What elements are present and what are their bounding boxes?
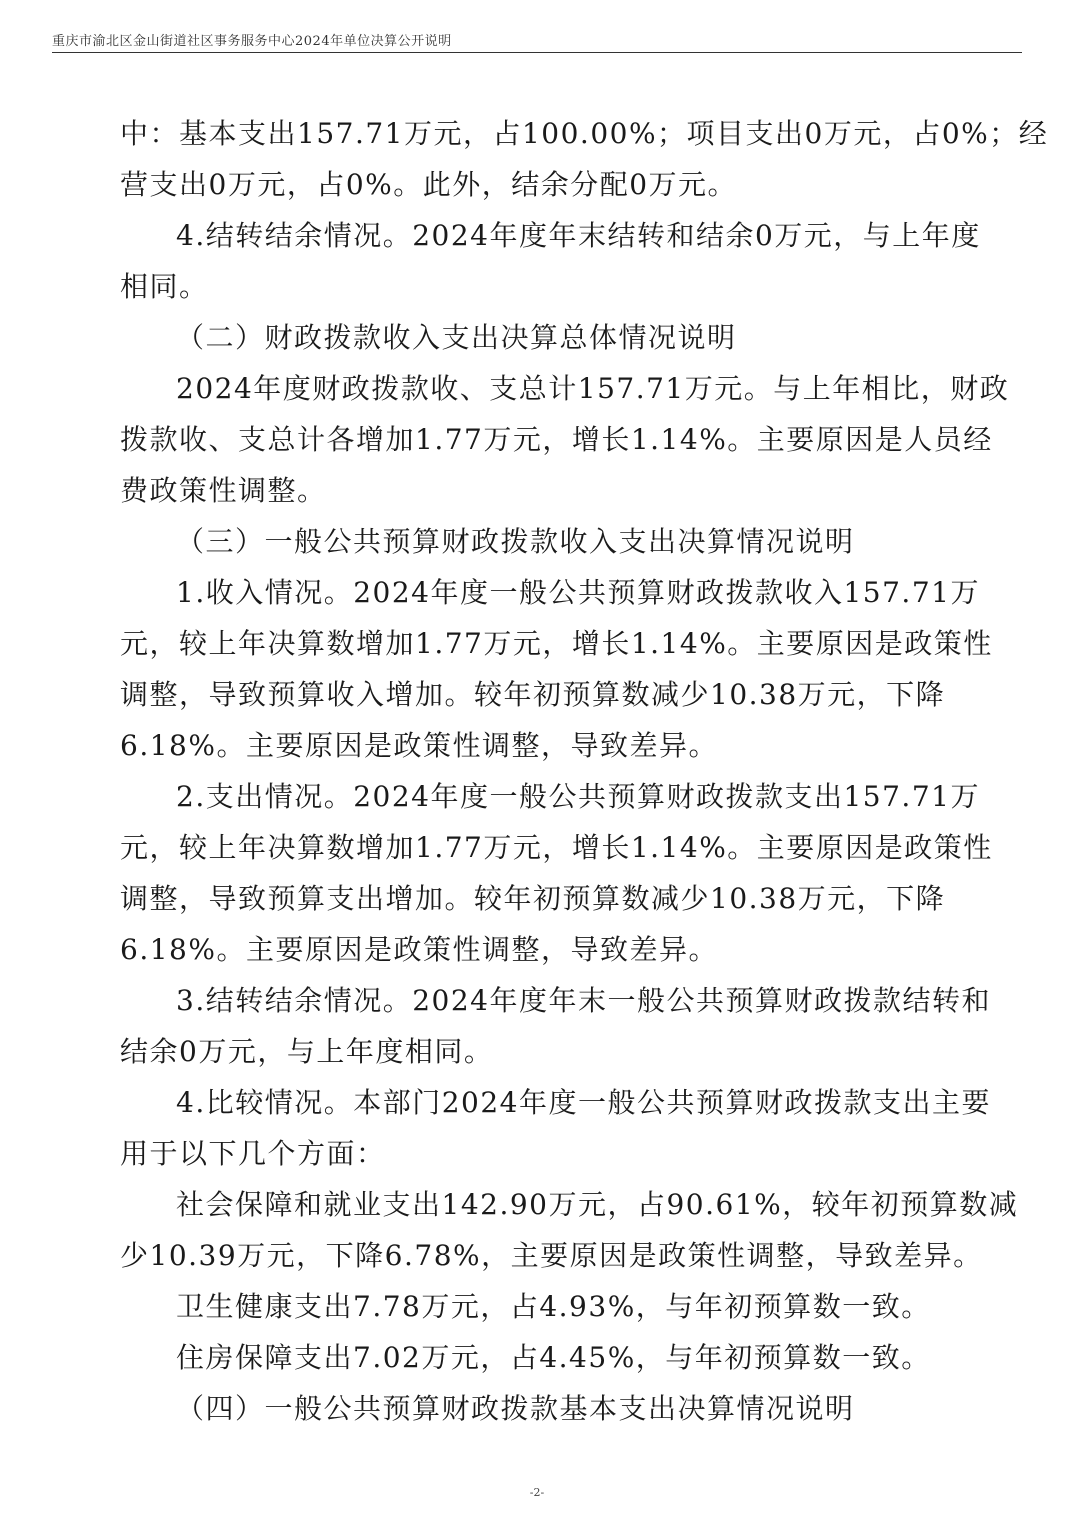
body-line: 住房保障支出7.02万元，占4.45%，与年初预算数一致。 [176,1341,931,1374]
body-line: 调整，导致预算收入增加。较年初预算数减少10.38万元，下降 [120,678,946,711]
body-line: 营支出0万元，占0%。此外，结余分配0万元。 [120,168,738,201]
header-rule [52,52,1022,53]
body-line: 费政策性调整。 [120,474,327,507]
body-line: 社会保障和就业支出142.90万元，占90.61%，较年初预算数减 [176,1188,1019,1221]
body-line: 调整，导致预算支出增加。较年初预算数减少10.38万元，下降 [120,882,946,915]
body-line: 3.结转结余情况。2024年度年末一般公共预算财政拨款结转和 [176,984,991,1017]
body-line: 6.18%。主要原因是政策性调整，导致差异。 [120,933,718,966]
body-line: 2024年度财政拨款收、支总计157.71万元。与上年相比，财政 [176,372,1010,405]
body-line: 中：基本支出157.71万元，占100.00%；项目支出0万元，占0%；经 [120,117,1049,150]
body-line: 结余0万元，与上年度相同。 [120,1035,494,1068]
body-line: 相同。 [120,270,209,303]
body-line: 拨款收、支总计各增加1.77万元，增长1.14%。主要原因是人员经 [120,423,993,456]
section-heading: （三）一般公共预算财政拨款收入支出决算情况说明 [176,525,855,558]
body-line: 6.18%。主要原因是政策性调整，导致差异。 [120,729,718,762]
body-line: 1.收入情况。2024年度一般公共预算财政拨款收入157.71万 [176,576,980,609]
body-line: 4.比较情况。本部门2024年度一般公共预算财政拨款支出主要 [176,1086,991,1119]
running-header: 重庆市渝北区金山街道社区事务服务中心2024年单位决算公开说明 [52,34,452,49]
body-line: 卫生健康支出7.78万元，占4.93%，与年初预算数一致。 [176,1290,931,1323]
body-line: 用于以下几个方面： [120,1137,386,1170]
body-line: 4.结转结余情况。2024年度年末结转和结余0万元，与上年度 [176,219,981,252]
body-line: 元，较上年决算数增加1.77万元，增长1.14%。主要原因是政策性 [120,831,993,864]
page-number: -2- [529,1486,545,1499]
body-line: 元，较上年决算数增加1.77万元，增长1.14%。主要原因是政策性 [120,627,993,660]
body-line: 少10.39万元，下降6.78%，主要原因是政策性调整，导致差异。 [120,1239,983,1272]
section-heading: （四）一般公共预算财政拨款基本支出决算情况说明 [176,1392,855,1425]
body-line: 2.支出情况。2024年度一般公共预算财政拨款支出157.71万 [176,780,980,813]
section-heading: （二）财政拨款收入支出决算总体情况说明 [176,321,737,354]
